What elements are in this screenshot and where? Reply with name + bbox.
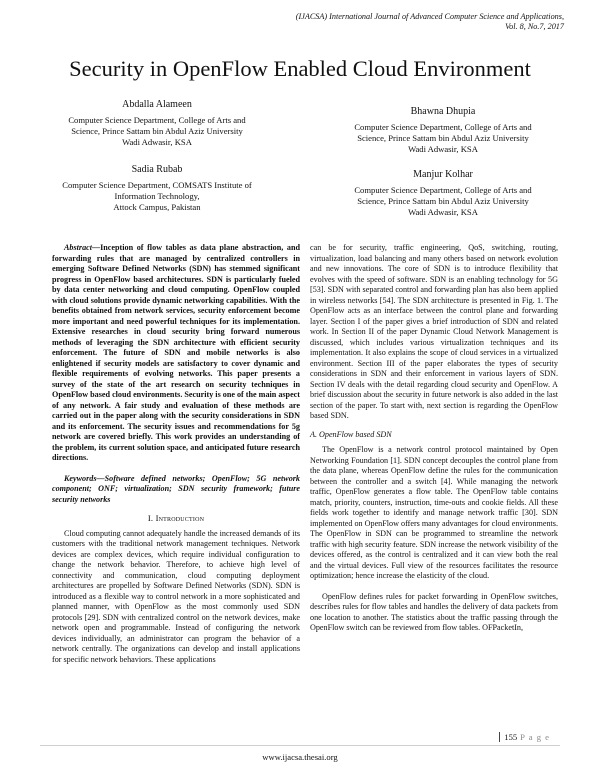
author-block-2: [328, 105, 558, 155]
author-affiliation-line: Computer Science Department, College of Arts and: [68, 115, 246, 125]
author-block-3: [52, 163, 262, 213]
author-name: Bhawna Dhupia: [410, 106, 476, 117]
author-affiliation-line: Wadi Adwasir, KSA: [408, 144, 478, 154]
journal-volume: Vol. 8, No.7, 2017: [505, 22, 564, 31]
author-affiliation-line: Science, Prince Sattam bin Abdul Aziz University: [71, 126, 243, 136]
page-number-value: 155: [504, 732, 518, 742]
keywords-text: —Software defined networks; OpenFlow; 5G network component; ONF; virtualization; SDN security framework; future security networks: [52, 473, 300, 504]
author-affiliation-line: Computer Science Department, COMSATS Institute of: [62, 180, 252, 190]
author-affiliation-line: Computer Science Department, College of Arts and: [354, 122, 532, 132]
abstract: [52, 243, 300, 464]
abstract-text: —Inception of flow tables as data plane abstraction, and forwarding rules that are managed by centralized controllers in emerging Software Defined Networks (SDN) has stemmed significant progress in OpenFlow based architectures. SDN is particularly fueled by data center networking and cloud computing. OpenFlow coupled with cloud solutions provide dynamic networking capabilities. With the benefits obtained from network services, security enforcement become more important and need powerful techniques for its implementation. Extensive researches in cloud security bring forward numerous methods of leveraging the SDN architecture with efficient security enforcement. The future of SDN and mobile networks is also enlightened if security models are satisfactory to cover dynamic and flexible requirements of evolving networks. This paper presents a survey of the state of the art research on security techniques in OpenFlow based cloud environments. Security is one of the main aspect of any network. A fair study and evaluation of these methods are carried out in the paper along with the security considerations in SDN and its enforcement. The security issues and recommendations for 5g network are covered briefly. This work provides an understanding of the problem, its current solution space, and anticipated future research directions.: [52, 243, 300, 462]
footer-divider: [40, 745, 560, 746]
introduction-paragraph-continued: can be for security, traffic engineering, QoS, switching, routing, virtualization, load balancing and many others based on network evolution and new innovations. The core of SDN is to introduce flexibility that evolves with the speed of software. SDN is an enabling technology for 5G [53]. SDN with separated control and forwarding plan has also been applied in wireless networks [54]. The SDN architecture is presented in Fig. 1. The OpenFlow acts as an interface between the control plane and forwarding layer. Section I of the paper gives a brief introduction of SDN and related work. In Section II of the paper Dynamic Cloud Network Management is discussed, which includes various virtualization techniques and its implementation. It also explains the scope of cloud services in a virtualized environment. Section III of the paper elaborates the types of security considerations in SDN and their enforcement in various layers of SDN. Section IV deals with the detail regarding cloud security and OpenFlow. A brief discussion about the security in future network is also added in the last section of the paper. To start with, next section is regarding the OpenFlow based SDN.: [310, 243, 558, 420]
author-affiliation-line: Attock Campus, Pakistan: [113, 202, 201, 212]
author-block-4: [328, 168, 558, 218]
author-affiliation-line: Science, Prince Sattam bin Abdul Aziz University: [357, 196, 529, 206]
section-heading-introduction: I. Introduction: [147, 513, 205, 523]
journal-name: (IJACSA) International Journal of Advanced Computer Science and Applications,: [295, 12, 564, 21]
author-affiliation-line: Wadi Adwasir, KSA: [122, 137, 192, 147]
keywords-label: Keywords: [64, 473, 97, 483]
author-name: Abdalla Alameen: [122, 99, 192, 110]
subsection-heading-openflow: A. OpenFlow based SDN: [310, 429, 392, 439]
author-affiliation-line: Computer Science Department, College of Arts and: [354, 185, 532, 195]
journal-header: [234, 12, 564, 32]
keywords: [52, 474, 300, 506]
author-affiliation-line: Wadi Adwasir, KSA: [408, 207, 478, 217]
author-affiliation-line: Science, Prince Sattam bin Abdul Aziz University: [357, 133, 529, 143]
author-affiliation-line: Information Technology,: [114, 191, 200, 201]
author-name: Manjur Kolhar: [413, 169, 473, 180]
page-number: [499, 732, 550, 742]
openflow-paragraph: The OpenFlow is a network control protocol maintained by Open Networking Foundation [1]. SDN concept decouples the control plane from the data plane, whereas OpenFlow define the rules for the communication between the controller and a switch [4]. While managing the network traffic, OpenFlow generates a flow table. The OpenFlow table contains match, priority, counters, instruction, time-outs and cookie fields. All these fields work together to identify and manage network traffic [30]. SDN implemented on OpenFlow offers many advantages for cloud environments. The OpenFlow in SDN can be programmed to streamline the network traffic with high security feature. SDN increase the network visibility of the devices offered, as the control is centralized and it can view both the real and the virtual devices. Full view of the resources facilitates the resource optimization; hence increase the elasticity of the cloud.: [310, 445, 558, 580]
introduction-paragraph: Cloud computing cannot adequately handle the increased demands of its customers with the traditional network management techniques. Network devices are complex devices, which require individual configuration to change the network behavior. Therefore, to achieve high level of connectivity and communication, cloud computing deployment architectures are propelled by Software Defined Networks (SDN). SDN is introduced as a flexible way to control network in a more sophisticated and planned manner, with OpenFlow as the most commonly used SDN protocols [29]. SDN with centralized control on the network devices, make network open and programmable. Instead of configuring the network devices individually, an administrator can program the behavior of a network centrally. The organizations can develop and install applications for specific network behaviors. These applications: [52, 528, 300, 664]
openflow-paragraph: OpenFlow defines rules for packet forwarding in OpenFlow switches, describes rules for flow tables and handles the delivery of data packets from one location to another. The statistics about the traffic passing through the OpenFlow switch can be reviewed from flow tables. OFPacketIn,: [310, 591, 558, 632]
author-name: Sadia Rubab: [131, 164, 183, 175]
right-column: [310, 243, 558, 634]
page-word: P a g e: [520, 732, 550, 742]
footer-url[interactable]: www.ijacsa.thesai.org: [262, 752, 338, 762]
abstract-label: Abstract: [64, 243, 92, 252]
left-column: [52, 243, 300, 665]
paper-title: Security in OpenFlow Enabled Cloud Environment: [69, 56, 531, 81]
author-block-1: [52, 98, 262, 148]
